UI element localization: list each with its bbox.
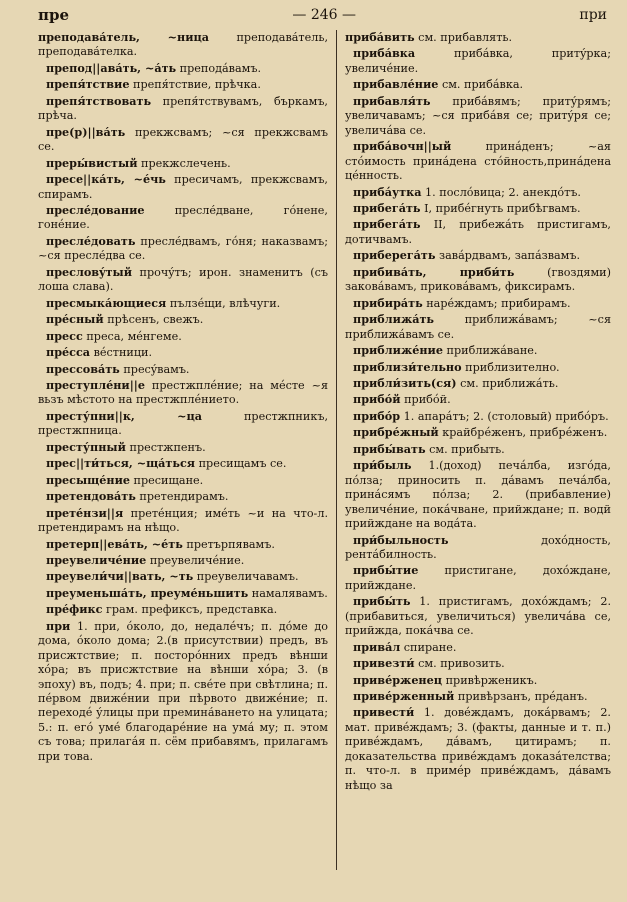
dictionary-entry	[38, 156, 328, 171]
entry-definition: прибáвямъ; притýрямъ; увеличавамъ; ~ся прибáвя се; притýря се; увеличáва се.	[345, 94, 611, 137]
entry-headword: привести́	[353, 705, 415, 720]
entry-headword: пресле́дование	[46, 202, 145, 217]
entry-headword: прибы́ть	[353, 594, 411, 609]
entry-definition: пълзéщи, влѣчуги.	[166, 296, 281, 310]
entry-headword: прибо́р	[353, 408, 401, 423]
entry-definition: (гвоздями) заковáвамъ, приковáвамъ, фиксирамъ.	[345, 265, 612, 294]
dictionary-entry	[38, 456, 328, 471]
dictionary-entry	[345, 248, 611, 263]
dictionary-entry	[38, 602, 328, 617]
entry-definition: прекжсвамъ; ~ся прекжсвамъ се.	[38, 125, 328, 154]
dictionary-entry	[38, 30, 328, 60]
entry-headword: при́быльность	[353, 532, 449, 547]
dictionary-entry	[345, 139, 611, 183]
entry-definition: претърпявамъ.	[182, 537, 275, 551]
entry-definition: преувеличавамъ.	[193, 570, 299, 584]
entry-headword: пресловýтый	[46, 264, 133, 279]
entry-headword: при́быль	[353, 458, 412, 473]
entry-headword: препод||ава́ть, ~а́ть	[46, 60, 177, 75]
entry-headword: препя́тствие	[46, 77, 130, 92]
entry-headword: преувеличе́ние	[46, 552, 147, 567]
entry-headword: прива́л	[353, 639, 401, 654]
entry-headword: преступле́ни||е	[46, 377, 145, 392]
entry-definition: намалявамъ.	[248, 586, 328, 600]
dictionary-entry	[38, 172, 328, 202]
entry-headword: пресмыка́ющиеся	[46, 295, 167, 310]
entry-headword: пресыще́ние	[46, 472, 130, 487]
entry-definition: 1. довéждамъ, докáрвамъ; 2. мат. привéждамъ; 3. (факты, данные и т. п.) привéждамъ, дáвамъ, цитирамъ; п. доказательства привéждамъ доказáтелства; п. что-л. в примéр привéждамъ, дáвамъ нѣщо за	[345, 706, 611, 792]
entry-definition: см. приближáть.	[456, 376, 559, 390]
dictionary-entry	[38, 473, 328, 488]
dictionary-entry	[345, 458, 611, 531]
column-divider	[336, 30, 337, 870]
entry-definition: 1.(доход) печáлба, изгóда, пóлза; приносить п. дáвамъ печáлба, принáсямъ пóлза; 2. (прибавление) увеличéние, покáчване, прийждане; п. водй прийждане на водáта.	[345, 459, 611, 531]
dictionary-entry	[38, 586, 328, 601]
dictionary-entry	[38, 362, 328, 377]
entry-headword: приближа́ть	[353, 312, 435, 327]
dictionary-entry	[345, 94, 611, 138]
dictionary-entry	[38, 94, 328, 124]
dictionary-entry	[38, 440, 328, 455]
entry-headword: приве́рженец	[353, 672, 443, 687]
entry-headword: пресс	[46, 328, 83, 343]
dictionary-entry	[345, 409, 611, 424]
entry-definition: см. прибавлять.	[414, 31, 513, 44]
entry-headword: претендова́ть	[46, 489, 136, 504]
dictionary-entry	[38, 506, 328, 536]
dictionary-entry	[38, 489, 328, 504]
entry-definition: пресýвамъ.	[119, 362, 190, 376]
entry-definition: прибáвка, притýрка; увеличéние.	[345, 47, 611, 75]
dictionary-entry	[38, 312, 328, 327]
entry-definition: прекжслечень.	[137, 156, 231, 170]
dictionary-entry	[38, 537, 328, 552]
entry-definition: престжпникъ, престжпница.	[38, 409, 328, 438]
entry-headword: приба́вка	[353, 46, 416, 61]
entry-headword: престу́пни||к, ~ца	[46, 408, 203, 423]
dictionary-entry	[345, 30, 611, 45]
entry-definition: престжпенъ.	[125, 440, 206, 454]
entry-headword: при	[46, 618, 71, 633]
dictionary-entry	[345, 425, 611, 440]
dictionary-entry	[38, 345, 328, 360]
dictionary-entry	[345, 312, 611, 342]
entry-headword: пресе||ка́ть, ~е́чь	[46, 172, 166, 187]
dictionary-entry	[345, 217, 611, 247]
dictionary-entry	[38, 203, 328, 233]
dictionary-entry	[38, 569, 328, 584]
dictionary-entry	[345, 533, 611, 563]
entry-headword: пре́сса	[46, 345, 91, 360]
entry-definition: преподава́тель, преподава́телка.	[38, 31, 328, 59]
dictionary-entry	[345, 296, 611, 311]
entry-headword: прете́нзи||я	[46, 505, 124, 520]
entry-definition: преувеличéние.	[146, 553, 245, 567]
entry-definition: пресищане.	[129, 473, 204, 487]
dictionary-entry	[38, 234, 328, 264]
entry-headword: прибега́ть	[353, 217, 421, 232]
right-column	[345, 30, 611, 794]
entry-headword: прибáутка	[353, 184, 422, 199]
dictionary-entry	[38, 296, 328, 311]
page-number: — 246 —	[292, 7, 356, 23]
entry-headword: прибива́ть, приби́ть	[353, 264, 515, 279]
entry-headword: прессова́ть	[46, 361, 120, 376]
entry-headword: пресле́довать	[46, 233, 136, 248]
dictionary-entry	[345, 689, 611, 704]
entry-headword: приба́вить	[345, 30, 415, 44]
entry-definition: 1. при, óколо, до, недалéчъ; п. дóме до дома, óколо дома; 2.(в присутствии) предъ, въ присжтствие; п. посторóнних предъ вѣнши хóра; въ присжтствие на вѣнши хóра; 3. (в эпоху) въ, подъ; 4. при; п. свéте при свѣтлина; п. пéрвом движéнии при пѣрвото движéние; п. переходé ýлицы при премина́ването на улицата; 5.: п. егó умé благодарéние на умá му; п. этом съ това; прилагáя п. сём прибавямъ, прилагамъ при това.	[38, 619, 328, 763]
dictionary-entry	[38, 265, 328, 295]
entry-headword: пре(р)||ва́ть	[46, 124, 126, 139]
entry-definition: приблизителнo.	[461, 360, 560, 374]
entry-definition: пресищамъ се.	[195, 457, 287, 471]
dictionary-entry	[345, 185, 611, 200]
entry-headword: преувели́чи||вать, ~ть	[46, 569, 194, 584]
entry-definition: преподáвамъ.	[176, 61, 261, 75]
dictionary-entry	[38, 61, 328, 76]
dictionary-entry	[345, 46, 611, 76]
entry-definition: препя́тствие, прѣчка.	[129, 78, 261, 92]
entry-definition: претéнция; имéть ~и на что-л. претендирамъ на нѣщо.	[38, 506, 328, 535]
entry-headword: претерп||ева́ть, ~е́ть	[46, 536, 183, 551]
dictionary-entry	[345, 442, 611, 457]
dictionary-entry	[38, 409, 328, 439]
entry-definition: II, прибежáть пристигамъ, дотичвамъ.	[345, 218, 611, 246]
entry-definition: прочýтъ; ирон. знаменитъ (съ лоша слава).	[38, 265, 328, 294]
entry-headword: приблизи́тельно	[353, 359, 462, 374]
entry-headword: прес||ти́ться, ~ща́ться	[46, 456, 196, 471]
entry-definition: прѣсенъ, свежъ.	[103, 313, 204, 327]
entry-headword: прибега́ть	[353, 200, 421, 215]
entry-definition: нарéждамъ; прибирамъ.	[422, 296, 571, 310]
header-right-word: при	[579, 7, 607, 23]
dictionary-entry	[345, 656, 611, 671]
entry-definition: спиране.	[400, 640, 457, 654]
dictionary-entry	[38, 378, 328, 408]
entry-headword: прибы́тие	[353, 563, 419, 578]
entry-headword: преры́вистый	[46, 155, 138, 170]
entry-headword: престу́пный	[46, 439, 126, 454]
dictionary-entry	[345, 594, 611, 638]
entry-definition: привѣрженикъ.	[442, 673, 538, 687]
entry-headword: привезти́	[353, 656, 415, 671]
entry-headword: пре́фикс	[46, 602, 103, 617]
entry-definition: I, прибéгнуть прибѣгвамъ.	[420, 201, 581, 215]
entry-definition: 1. апарáтъ; 2. (столовый) прибóръ.	[400, 409, 609, 423]
entry-definition: принáденъ; ~ая стóимость принáдена стóйность,принáдена цéнность.	[345, 140, 611, 183]
dictionary-entry	[38, 553, 328, 568]
dictionary-entry	[345, 376, 611, 391]
entry-definition: грам. префиксъ, представка.	[102, 603, 278, 617]
entry-headword: прибли́зить(ся)	[353, 375, 457, 390]
entry-definition: 1. пристигамъ, дохóждамъ; 2.(прибавиться, увеличиться) увеличáва се, прийжда, покáчва се.	[345, 595, 611, 638]
entry-headword: препя́тствовать	[46, 93, 152, 108]
entry-definition: дохóдность, рентáбилность.	[345, 533, 611, 561]
entry-definition: приближáвамъ; ~ся приближáвамъ се.	[345, 313, 611, 341]
dictionary-entry	[38, 77, 328, 92]
dictionary-entry	[345, 201, 611, 216]
entry-definition: престжплéние; на мéсте ~я вьзъ мѣстото на престжплéнието.	[38, 378, 328, 407]
entry-definition: привѣрзанъ, прéданъ.	[454, 690, 588, 704]
dictionary-entry	[38, 619, 328, 765]
entry-definition: пресле́двамъ, гóня; наказвамъ; ~ся пресле́два се.	[38, 234, 328, 263]
entry-definition: пристигане, дохóждане, прийждане.	[345, 564, 611, 592]
dictionary-entry	[345, 265, 611, 295]
dictionary-entry	[345, 392, 611, 407]
dictionary-entry	[345, 77, 611, 92]
entry-definition: пресичамъ, прекжсвамъ, спирамъ.	[38, 173, 328, 201]
dictionary-entry	[345, 343, 611, 358]
entry-headword: преуменьша́ть, преуме́ньшить	[46, 585, 249, 600]
entry-definition: вéстници.	[90, 346, 153, 360]
entry-definition: 1. послóвица; 2. анекдóтъ.	[421, 185, 581, 199]
page-header	[38, 4, 607, 26]
entry-definition: препя́тствувамъ, бъркамъ, прѣча.	[38, 94, 328, 123]
dictionary-entry	[38, 329, 328, 344]
entry-definition: пресле́дване, гóнене, гонéние.	[38, 203, 328, 232]
entry-definition: крайбрéженъ, прибрéженъ.	[438, 426, 608, 440]
entry-definition: см. прибáвка.	[438, 78, 524, 92]
dictionary-entry	[38, 125, 328, 155]
entry-headword: прибавле́ние	[353, 77, 439, 92]
left-column	[38, 30, 328, 765]
entry-headword: преподава́тель, ~ница	[38, 30, 210, 44]
entry-definition: преса, мéнгеме.	[82, 329, 182, 343]
entry-headword: прибáвочн||ый	[353, 139, 452, 154]
entry-definition: претендирамъ.	[135, 490, 229, 504]
entry-definition: приближáване.	[442, 344, 538, 358]
entry-definition: завáрдвамъ, запáзвамъ.	[435, 249, 581, 263]
dictionary-entry	[345, 640, 611, 655]
entry-headword: приве́рженный	[353, 689, 455, 704]
entry-headword: прибо́й	[353, 392, 401, 407]
entry-headword: приберега́ть	[353, 248, 436, 263]
entry-headword: приближе́ние	[353, 343, 443, 358]
entry-definition: прибóй.	[400, 393, 451, 407]
dictionary-entry	[345, 563, 611, 593]
entry-headword: прибре́жный	[353, 425, 439, 440]
entry-headword: прибы́вать	[353, 441, 426, 456]
entry-headword: пре́сный	[46, 312, 104, 327]
header-left-word: пре	[38, 6, 70, 24]
dictionary-entry	[345, 705, 611, 793]
entry-definition: см. привозить.	[414, 657, 505, 671]
dictionary-entry	[345, 673, 611, 688]
entry-headword: прибавля́ть	[353, 93, 431, 108]
entry-headword: прибира́ть	[353, 295, 423, 310]
entry-definition: см. прибыть.	[425, 442, 505, 456]
dictionary-entry	[345, 360, 611, 375]
